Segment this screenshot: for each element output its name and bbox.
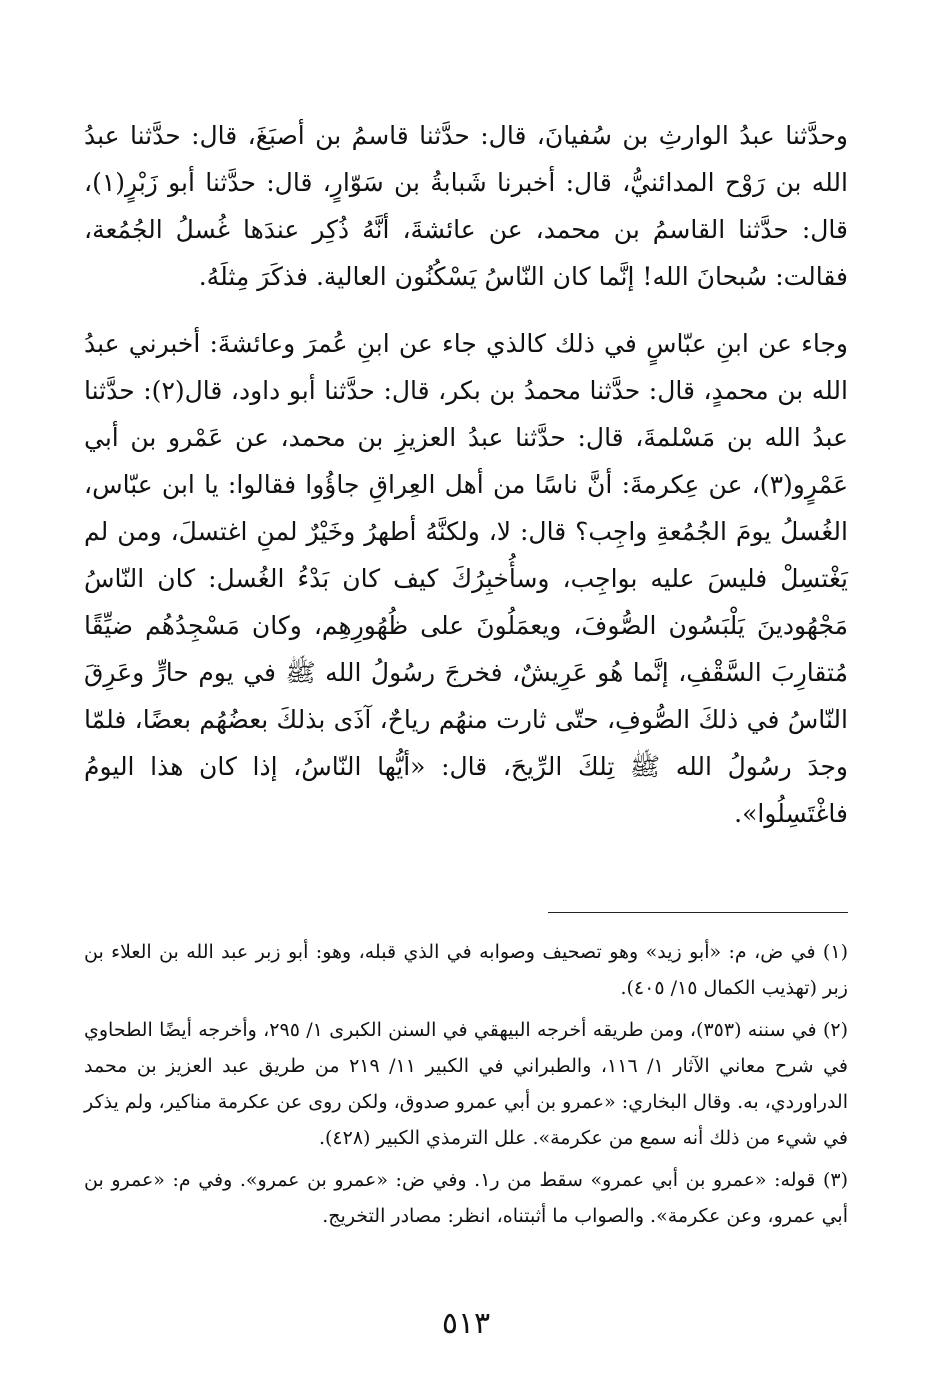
footnote-2: (٢) في سننه (٣٥٣)، ومن طريقه أخرجه البيهقي في السنن الكبرى ١/ ٢٩٥، وأخرجه أيضًا الطحاوي في شرح معاني الآثار ١/ ١١٦، والطبراني في الكبير ١١/ ٢١٩ من طريق عبد العزيز بن محمد الدراوردي، به. وقال البخاري: «عمرو بن أبي عمرو صدوق، ولكن روى عن عكرمة مناكير، ولم يذكر في شيء من ذلك أنه سمع من عكرمة». علل الترمذي الكبير (٤٢٨). [84, 1019, 848, 1149]
footnotes [84, 934, 848, 1240]
paragraph-2: وجاء عن ابنِ عبّاسٍ في ذلك كالذي جاء عن ابنِ عُمرَ وعائشةَ: أخبرني عبدُ الله بن محمدٍ، قال: حدَّثنا محمدُ بن بكر، قال: حدَّثنا أبو داود، قال(٢): حدَّثنا عبدُ الله بن مَسْلمةَ، قال: حدَّثنا عبدُ العزيزِ بن محمد، عن عَمْرو بن أبي عَمْرٍو(٣)، عن عِكرمةَ: أنَّ ناسًا من أهل العِراقِ جاؤُوا فقالوا: يا ابن عبّاس، الغُسلُ يومَ الجُمُعةِ واجِب؟ قال: لا، ولكنَّهُ أطهرُ وخَيْرٌ لمنِ اغتسلَ، ومن لم يَغْتسِلْ فليسَ عليه بواجِب، وسأُخبِرُكَ كيف كان بَدْءُ الغُسل: كان النّاسُ مَجْهُودينَ يَلْبَسُون الصُّوفَ، ويعمَلُونَ على ظُهُورِهِم، وكان مَسْجِدُهُم ضيِّقًا مُتقارِبَ السَّقْفِ، إنَّما هُو عَرِيشٌ، فخرجَ رسُولُ الله ﷺ في يوم حارٍّ وعَرِقَ النّاسُ في ذلكَ الصُّوفِ، حتّى ثارت منهُم رياحٌ، آذَى بذلكَ بعضُهُم بعضًا، فلمّا وجدَ رسُولُ الله ﷺ تِلكَ الرِّيحَ، قال: «أيُّها النّاسُ، إذا كان هذا اليومُ فاغْتَسِلُوا». [84, 329, 848, 828]
footnote-3: (٣) قوله: «عمرو بن أبي عمرو» سقط من ر١. وفي ض: «عمرو بن عمرو». وفي م: «عمرو بن أبي عمرو، وعن عكرمة». والصواب ما أثبتناه، انظر: مصادر التخريج. [84, 1169, 849, 1227]
paragraph-1: وحدَّثنا عبدُ الوارثِ بن سُفيانَ، قال: حدَّثنا قاسمُ بن أصبَغَ، قال: حدَّثنا عبدُ الله بن رَوْح المدائنيُّ، قال: أخبرنا شَبابةُ بن سَوّارٍ، قال: حدَّثنا أبو زَبْرٍ(١)، قال: حدَّثنا القاسمُ بن محمد، عن عائشةَ، أنَّهُ ذُكِر عندَها غُسلُ الجُمُعة، فقالت: سُبحانَ الله! إنَّما كان النّاسُ يَسْكُنُون العالية. فذكَرَ مِثلَهُ. [84, 121, 848, 291]
footnote-1: (١) في ض، م: «أبو زيد» وهو تصحيف وصوابه في الذي قبله، وهو: أبو زبر عبد الله بن العلاء بن زبر (تهذيب الكمال ١٥/ ٤٠٥). [84, 941, 848, 999]
footnote-separator [548, 912, 848, 913]
page-number: ٥١٣ [441, 1306, 491, 1341]
main-text [84, 112, 848, 837]
